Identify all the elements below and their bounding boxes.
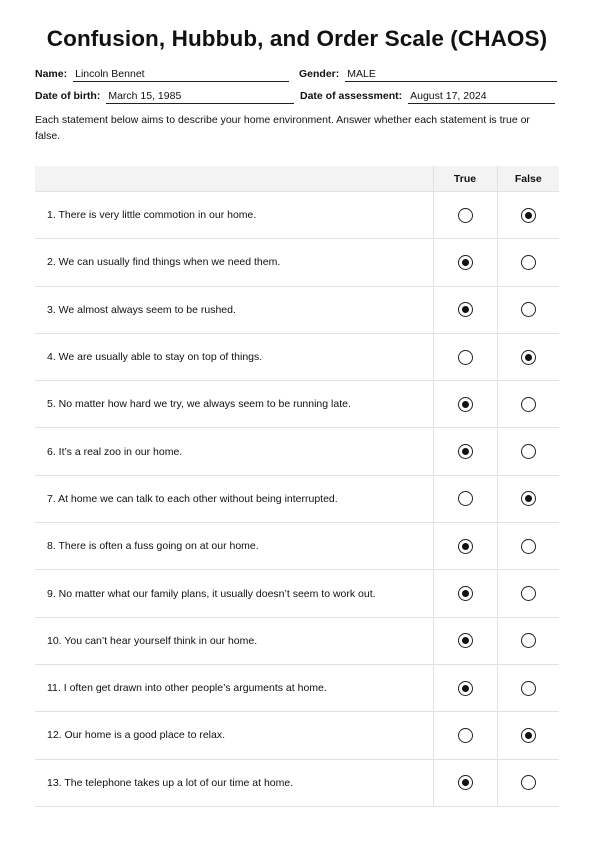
- statement-text: 4. We are usually able to stay on top of things.: [35, 333, 433, 380]
- true-radio-button[interactable]: [458, 255, 473, 270]
- true-radio-button[interactable]: [458, 586, 473, 601]
- true-radio-button[interactable]: [458, 444, 473, 459]
- false-radio-button[interactable]: [521, 350, 536, 365]
- chaos-table: [35, 166, 559, 807]
- name-value[interactable]: Lincoln Bennet: [73, 68, 289, 82]
- true-option-cell: [433, 475, 497, 522]
- table-row: [35, 523, 559, 570]
- true-option-cell: [433, 664, 497, 711]
- instructions: Each statement below aims to describe your home environment. Answer whether each statement is true or false.: [35, 114, 530, 142]
- statement-column-header: [35, 166, 433, 192]
- false-radio-button[interactable]: [521, 491, 536, 506]
- true-radio-button[interactable]: [458, 633, 473, 648]
- true-option-cell: [433, 617, 497, 664]
- true-radio-button[interactable]: [458, 775, 473, 790]
- false-radio-button[interactable]: [521, 444, 536, 459]
- true-option-cell: [433, 286, 497, 333]
- name-label: Name:: [35, 68, 68, 80]
- dob-label: Date of birth:: [35, 90, 101, 102]
- field-row-2: [35, 88, 557, 106]
- false-radio-button[interactable]: [521, 302, 536, 317]
- false-radio-button[interactable]: [521, 586, 536, 601]
- statement-text: 2. We can usually find things when we need them.: [35, 239, 433, 286]
- statement-text: 11. I often get drawn into other people’s arguments at home.: [35, 664, 433, 711]
- dob-field: [35, 88, 294, 104]
- table-row: [35, 286, 559, 333]
- false-column-header: False: [497, 166, 559, 192]
- table-row: [35, 712, 559, 759]
- false-radio-button[interactable]: [521, 728, 536, 743]
- statement-text: 9. No matter what our family plans, it usually doesn’t seem to work out.: [35, 570, 433, 617]
- false-radio-button[interactable]: [521, 397, 536, 412]
- false-option-cell: [497, 428, 559, 475]
- statement-text: 5. No matter how hard we try, we always seem to be running late.: [35, 381, 433, 428]
- false-option-cell: [497, 712, 559, 759]
- field-row-1: [35, 66, 557, 84]
- table-row: [35, 475, 559, 522]
- true-option-cell: [433, 192, 497, 239]
- statement-text: 7. At home we can talk to each other without being interrupted.: [35, 475, 433, 522]
- true-radio-button[interactable]: [458, 491, 473, 506]
- statement-text: 1. There is very little commotion in our home.: [35, 192, 433, 239]
- table-header-row: [35, 166, 559, 192]
- true-radio-button[interactable]: [458, 350, 473, 365]
- false-radio-button[interactable]: [521, 681, 536, 696]
- table-row: [35, 381, 559, 428]
- table-row: [35, 759, 559, 806]
- false-radio-button[interactable]: [521, 255, 536, 270]
- true-radio-button[interactable]: [458, 681, 473, 696]
- false-radio-button[interactable]: [521, 775, 536, 790]
- false-option-cell: [497, 286, 559, 333]
- statement-text: 6. It’s a real zoo in our home.: [35, 428, 433, 475]
- gender-field: [299, 66, 557, 82]
- table-body: [35, 192, 559, 807]
- false-option-cell: [497, 192, 559, 239]
- false-option-cell: [497, 523, 559, 570]
- page-title: Confusion, Hubbub, and Order Scale (CHAOS): [46, 26, 548, 51]
- table-row: [35, 664, 559, 711]
- table-row: [35, 192, 559, 239]
- true-radio-button[interactable]: [458, 539, 473, 554]
- statement-text: 12. Our home is a good place to relax.: [35, 712, 433, 759]
- name-field: [35, 66, 289, 82]
- true-option-cell: [433, 523, 497, 570]
- doa-field: [300, 88, 555, 104]
- true-option-cell: [433, 428, 497, 475]
- false-option-cell: [497, 239, 559, 286]
- gender-value[interactable]: MALE: [345, 68, 557, 82]
- statement-text: 13. The telephone takes up a lot of our time at home.: [35, 759, 433, 806]
- doa-label: Date of assessment:: [300, 90, 403, 102]
- statement-text: 10. You can’t hear yourself think in our home.: [35, 617, 433, 664]
- false-option-cell: [497, 381, 559, 428]
- false-radio-button[interactable]: [521, 539, 536, 554]
- doa-value[interactable]: August 17, 2024: [408, 90, 555, 104]
- true-option-cell: [433, 759, 497, 806]
- false-option-cell: [497, 333, 559, 380]
- true-radio-button[interactable]: [458, 208, 473, 223]
- table-row: [35, 333, 559, 380]
- table-row: [35, 428, 559, 475]
- table-row: [35, 617, 559, 664]
- false-radio-button[interactable]: [521, 633, 536, 648]
- true-option-cell: [433, 239, 497, 286]
- true-option-cell: [433, 381, 497, 428]
- gender-label: Gender:: [299, 68, 340, 80]
- false-option-cell: [497, 617, 559, 664]
- true-option-cell: [433, 570, 497, 617]
- dob-value[interactable]: March 15, 1985: [106, 90, 294, 104]
- true-option-cell: [433, 712, 497, 759]
- false-option-cell: [497, 664, 559, 711]
- statement-text: 8. There is often a fuss going on at our home.: [35, 523, 433, 570]
- statement-text: 3. We almost always seem to be rushed.: [35, 286, 433, 333]
- false-option-cell: [497, 570, 559, 617]
- false-option-cell: [497, 759, 559, 806]
- false-radio-button[interactable]: [521, 208, 536, 223]
- true-radio-button[interactable]: [458, 728, 473, 743]
- true-radio-button[interactable]: [458, 302, 473, 317]
- table-row: [35, 239, 559, 286]
- true-radio-button[interactable]: [458, 397, 473, 412]
- false-option-cell: [497, 475, 559, 522]
- table-row: [35, 570, 559, 617]
- true-option-cell: [433, 333, 497, 380]
- true-column-header: True: [433, 166, 497, 192]
